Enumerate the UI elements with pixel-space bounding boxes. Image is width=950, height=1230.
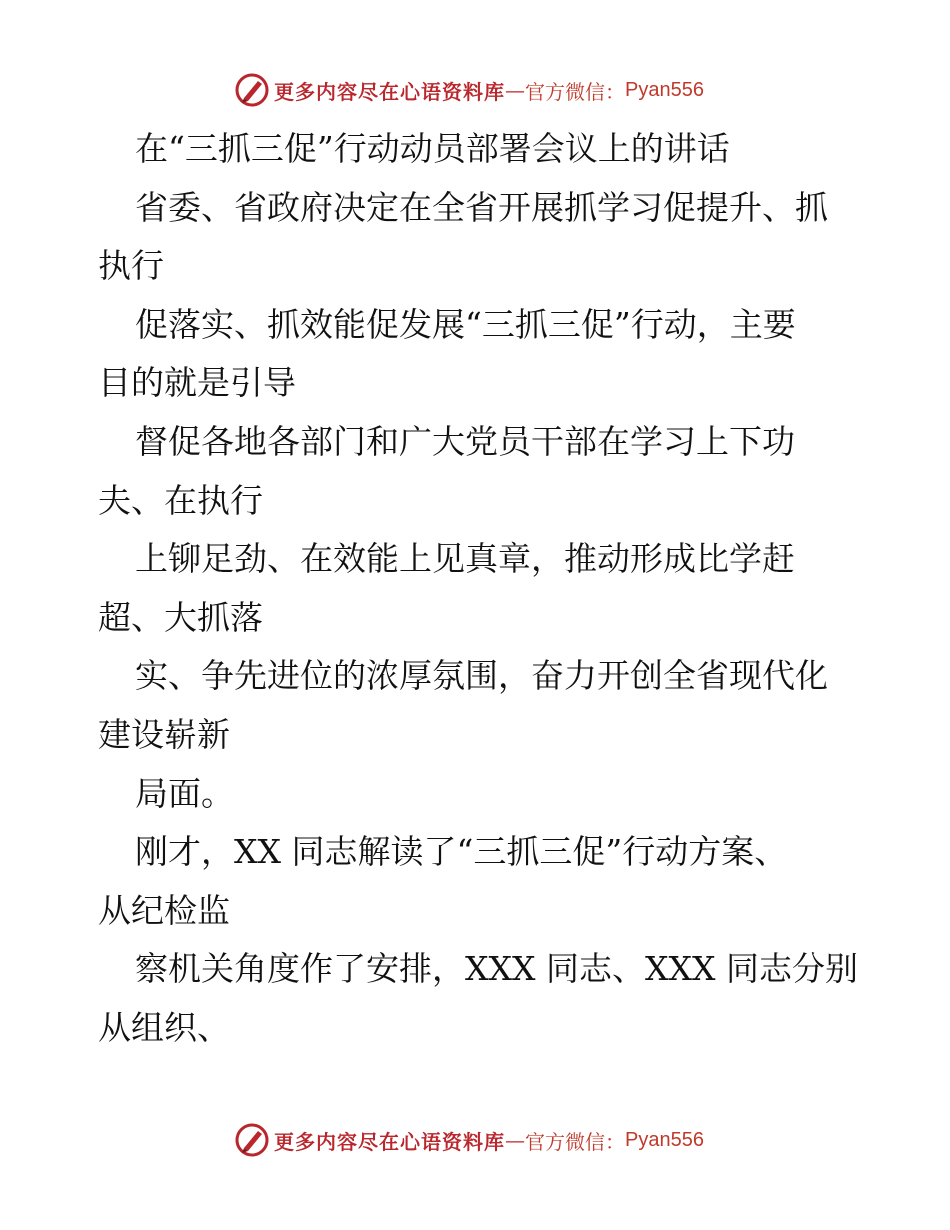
banner-brand: 更多内容尽在心语资料库 (274, 1129, 505, 1154)
text-line: 督促各地各部门和广大党员干部在学习上下功 (135, 421, 795, 461)
banner-separator: — (505, 78, 525, 102)
header-banner[interactable] (234, 70, 704, 110)
pen-logo-icon (234, 1122, 270, 1158)
speech-title: 在“三抓三促”行动动员部署会议上的讲话 (135, 129, 730, 168)
text-line: 夫、在执行 (98, 480, 263, 520)
text-line: 建设崭新 (98, 714, 230, 754)
text-line: 从纪检监 (98, 890, 230, 930)
banner-account: Pyan556 (625, 78, 704, 101)
text-line: 局面。 (135, 773, 234, 813)
text-line: 实、争先进位的浓厚氛围，奋力开创全省现代化 (135, 656, 828, 696)
text-line: 目的就是引导 (98, 363, 296, 403)
text-line: 促落实、抓效能促发展“三抓三促”行动，主要 (135, 304, 796, 344)
text-line: 察机关角度作了安排，XXX 同志、XXX 同志分别 (135, 949, 858, 989)
text-line: 执行 (98, 246, 164, 286)
speech-body (98, 120, 858, 1058)
banner-brand: 更多内容尽在心语资料库 (274, 79, 505, 104)
pen-logo-icon (234, 72, 270, 108)
banner-separator: — (505, 1128, 525, 1152)
text-line: 刚才，XX 同志解读了“三抓三促”行动方案、 (135, 832, 788, 872)
banner-wechat-label: 官方微信： (525, 79, 625, 104)
text-line: 超、大抓落 (98, 597, 263, 637)
text-line: 上铆足劲、在效能上见真章，推动形成比学赶 (135, 539, 795, 579)
footer-banner[interactable] (234, 1120, 704, 1160)
text-line: 省委、省政府决定在全省开展抓学习促提升、抓 (135, 187, 828, 227)
banner-account: Pyan556 (625, 1128, 704, 1151)
text-line: 从组织、 (98, 1007, 230, 1047)
banner-wechat-label: 官方微信： (525, 1129, 625, 1154)
